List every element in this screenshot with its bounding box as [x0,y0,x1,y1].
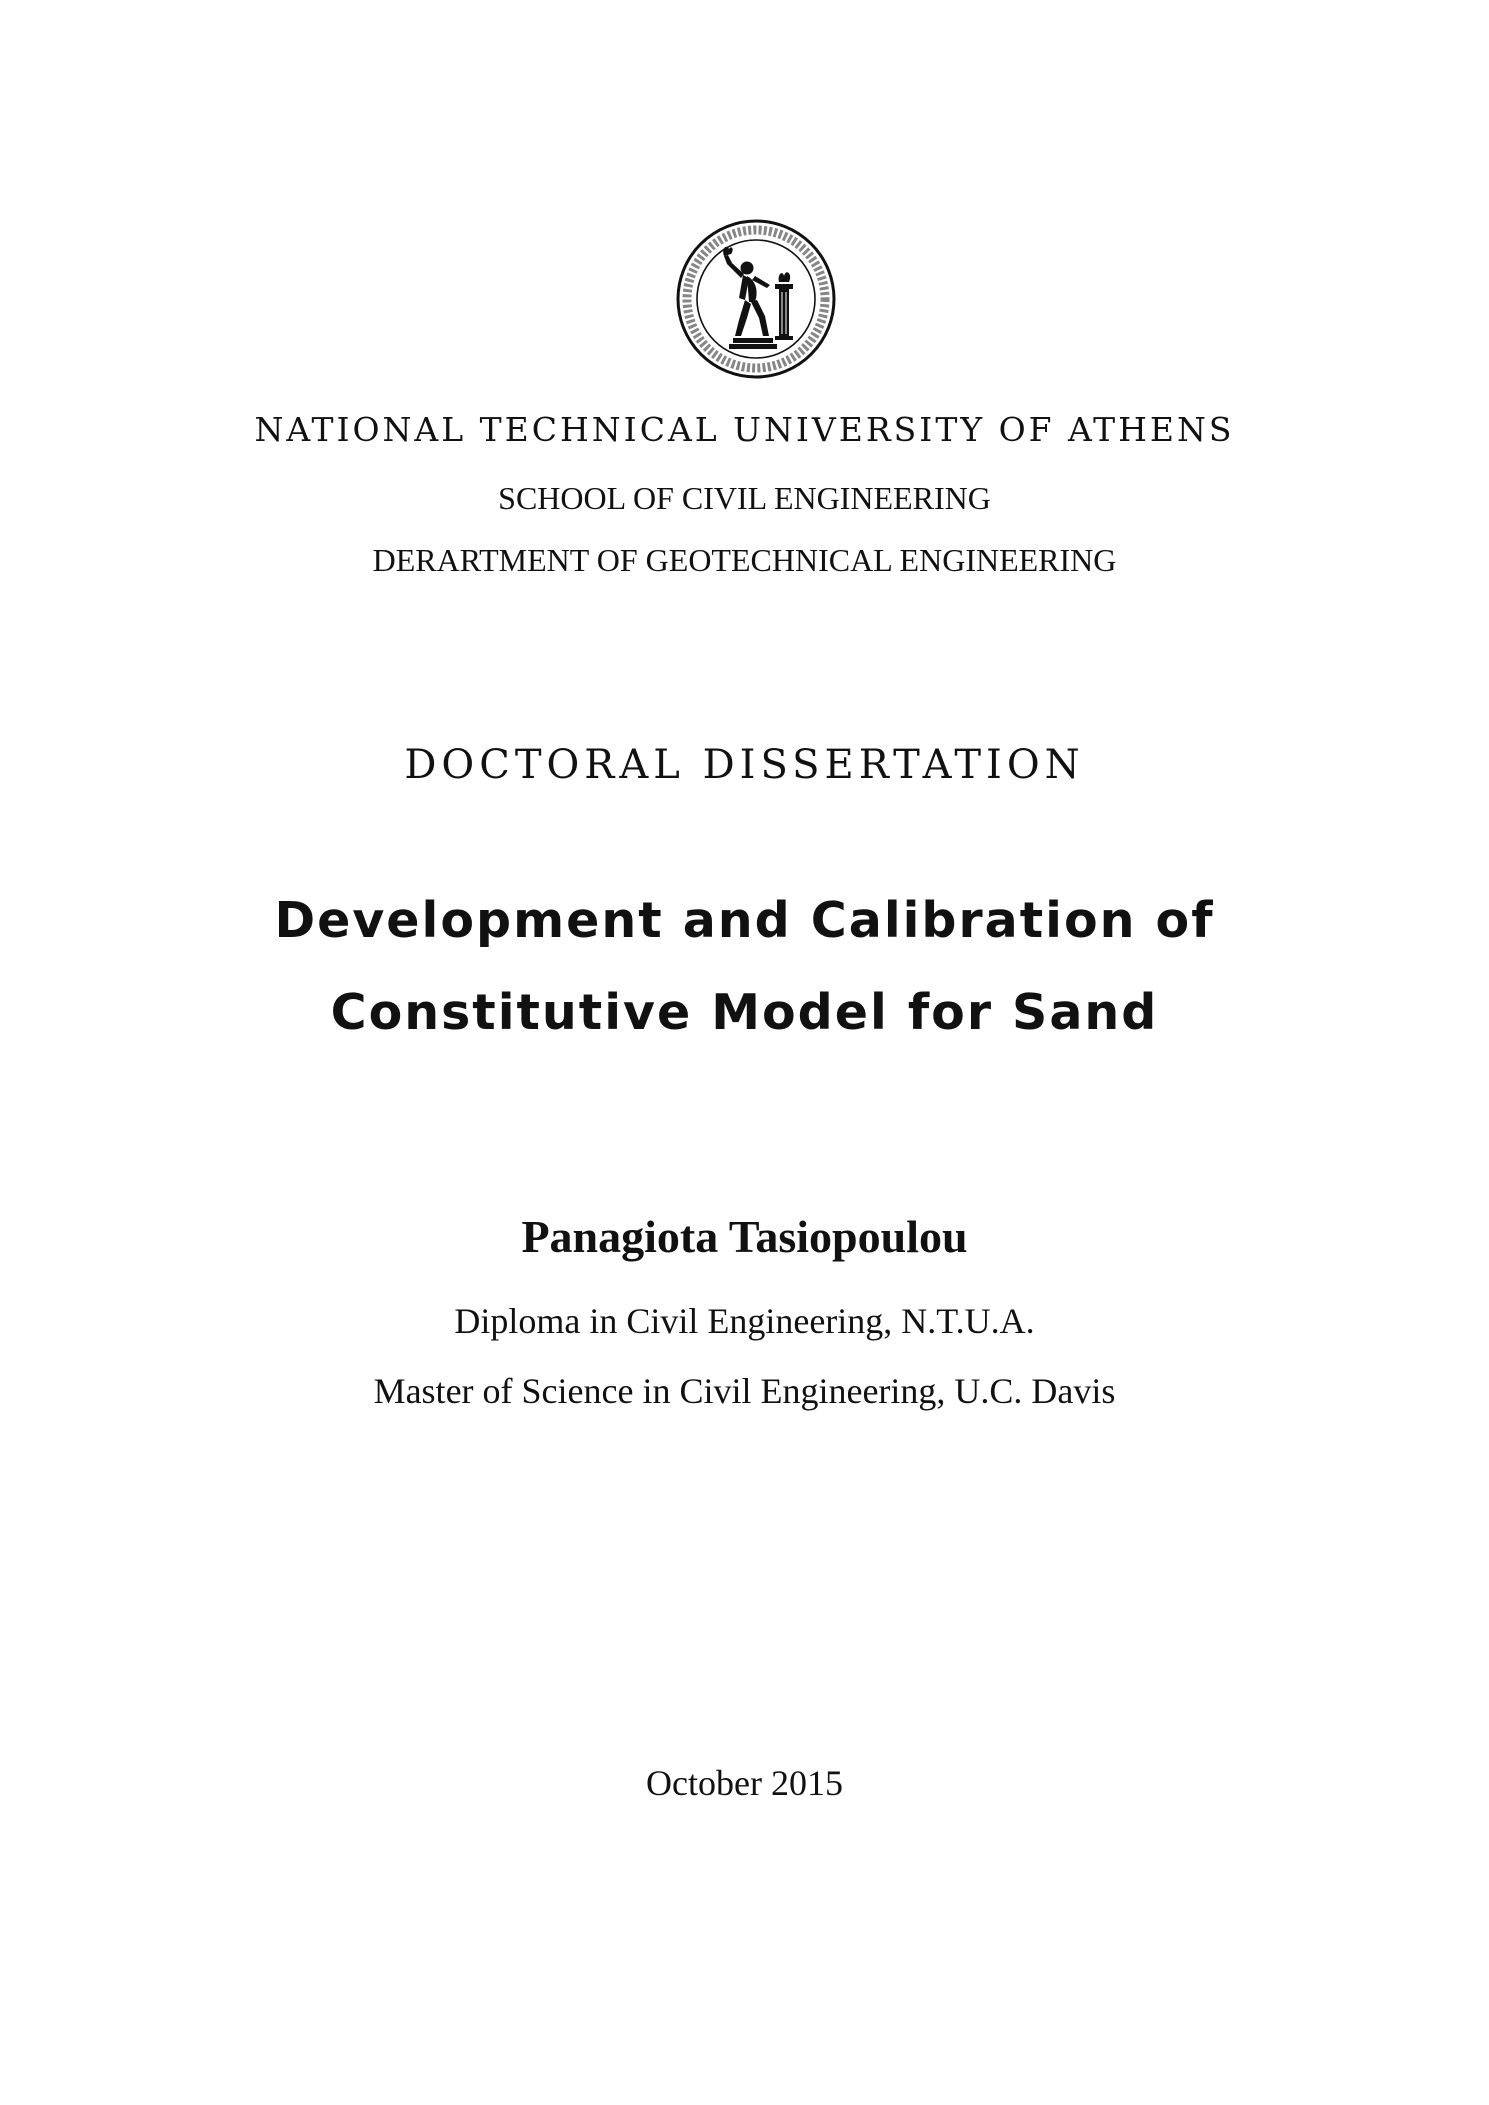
author-name: Panagiota Tasiopoulou [521,1211,968,1262]
dissertation-title-line-2: Constitutive Model for Sand [330,984,1159,1041]
university-name: NATIONAL TECHNICAL UNIVERSITY OF ATHENS [254,410,1235,449]
school-name: SCHOOL OF CIVIL ENGINEERING [498,480,991,516]
department-name: DERARTMENT OF GEOTECHNICAL ENGINEERING [372,542,1117,578]
author-degree-2: Master of Science in Civil Engineering, U.C. Davis [373,1371,1116,1411]
author-degree-1: Diploma in Civil Engineering, N.T.U.A. [454,1301,1035,1341]
document-type: DOCTORAL DISSERTATION [404,742,1085,788]
submission-date: October 2015 [646,1763,843,1803]
dissertation-title-line-1: Development and Calibration of [274,892,1215,949]
university-seal-icon [675,218,837,380]
